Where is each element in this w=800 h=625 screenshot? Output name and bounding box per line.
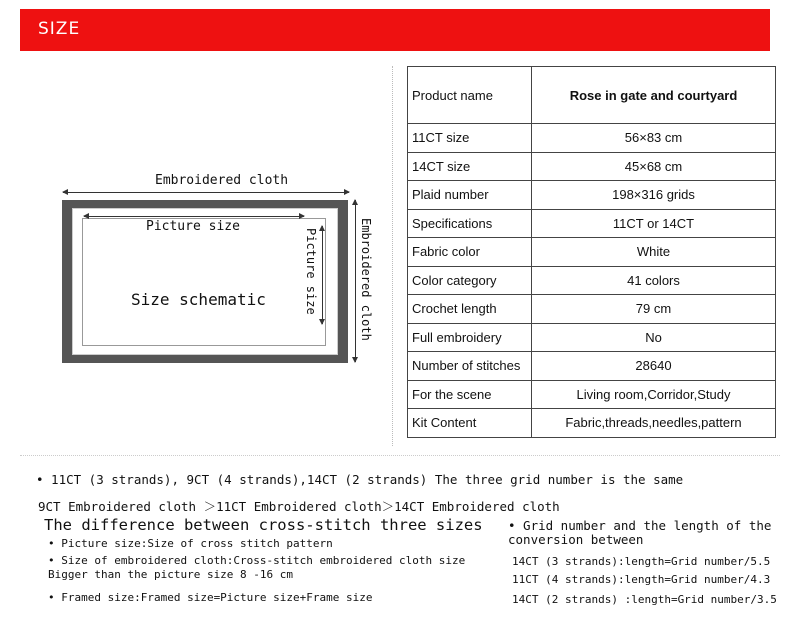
table-row — [408, 181, 776, 210]
table-row — [408, 124, 776, 153]
spec-value: Fabric,threads,needles,pattern — [532, 409, 776, 438]
spec-key: Plaid number — [408, 181, 532, 210]
conversion-14ct-3: 14CT (3 strands):length=Grid number/5.5 — [512, 555, 771, 568]
spec-key: Crochet length — [408, 295, 532, 324]
spec-value: 79 cm — [532, 295, 776, 324]
spec-key: Specifications — [408, 209, 532, 238]
table-row — [408, 380, 776, 409]
table-row — [408, 409, 776, 438]
spec-value: 45×68 cm — [532, 152, 776, 181]
spec-key: 11CT size — [408, 124, 532, 153]
schematic-title: Size schematic — [131, 290, 266, 309]
spec-table — [407, 66, 776, 438]
picture-size-bullet: • Picture size:Size of cross stitch pattern — [48, 537, 333, 550]
spec-value: Living room,Corridor,Study — [532, 380, 776, 409]
size-banner — [20, 9, 770, 51]
spec-value: 198×316 grids — [532, 181, 776, 210]
table-row — [408, 67, 776, 124]
table-row — [408, 209, 776, 238]
conversion-heading-cont: conversion between — [508, 532, 644, 547]
picture-area — [82, 218, 326, 346]
spec-key: 14CT size — [408, 152, 532, 181]
difference-heading: The difference between cross-stitch three sizes — [44, 516, 483, 534]
spec-value: 28640 — [532, 352, 776, 381]
conversion-14ct-2: 14CT (2 strands) :length=Grid number/3.5 — [512, 593, 777, 606]
spec-key: Kit Content — [408, 409, 532, 438]
table-row — [408, 152, 776, 181]
spec-value: No — [532, 323, 776, 352]
spec-value: Rose in gate and courtyard — [532, 67, 776, 124]
column-divider — [392, 66, 393, 446]
cloth-size-bullet-cont: Bigger than the picture size 8 -16 cm — [48, 568, 294, 581]
strands-note: • 11CT (3 strands), 9CT (4 strands),14CT (2 strands) The three grid number is the same — [36, 472, 684, 487]
spec-value: White — [532, 238, 776, 267]
cloth-comparison-note: 9CT Embroidered cloth ＞11CT Embroidered cloth＞14CT Embroidered cloth — [38, 499, 560, 514]
picture-height-arrow — [322, 226, 323, 324]
spec-key: For the scene — [408, 380, 532, 409]
picture-size-label: Picture size — [146, 219, 240, 234]
picture-width-arrow — [84, 216, 304, 217]
embroidered-cloth-label: Embroidered cloth — [155, 173, 289, 188]
spec-key: Color category — [408, 266, 532, 295]
banner-title: SIZE — [38, 19, 81, 39]
spec-key: Fabric color — [408, 238, 532, 267]
embroidered-cloth-vertical-label: Embroidered cloth — [359, 218, 373, 341]
conversion-11ct-4: 11CT (4 strands):length=Grid number/4.3 — [512, 573, 771, 586]
table-row — [408, 295, 776, 324]
spec-key: Full embroidery — [408, 323, 532, 352]
section-divider — [20, 455, 780, 456]
cloth-height-arrow — [355, 200, 356, 362]
cloth-size-bullet: • Size of embroidered cloth:Cross-stitch embroidered cloth size — [48, 554, 466, 567]
table-row — [408, 266, 776, 295]
spec-value: 11CT or 14CT — [532, 209, 776, 238]
conversion-heading: • Grid number and the length of the — [508, 518, 772, 533]
picture-size-vertical-label: Picture size — [304, 228, 318, 315]
table-row — [408, 323, 776, 352]
spec-value: 56×83 cm — [532, 124, 776, 153]
cloth-width-arrow — [63, 192, 349, 193]
spec-value: 41 colors — [532, 266, 776, 295]
spec-key: Number of stitches — [408, 352, 532, 381]
framed-size-bullet: • Framed size:Framed size=Picture size+Frame size — [48, 591, 373, 604]
table-row — [408, 238, 776, 267]
spec-key: Product name — [408, 67, 532, 124]
table-row — [408, 352, 776, 381]
